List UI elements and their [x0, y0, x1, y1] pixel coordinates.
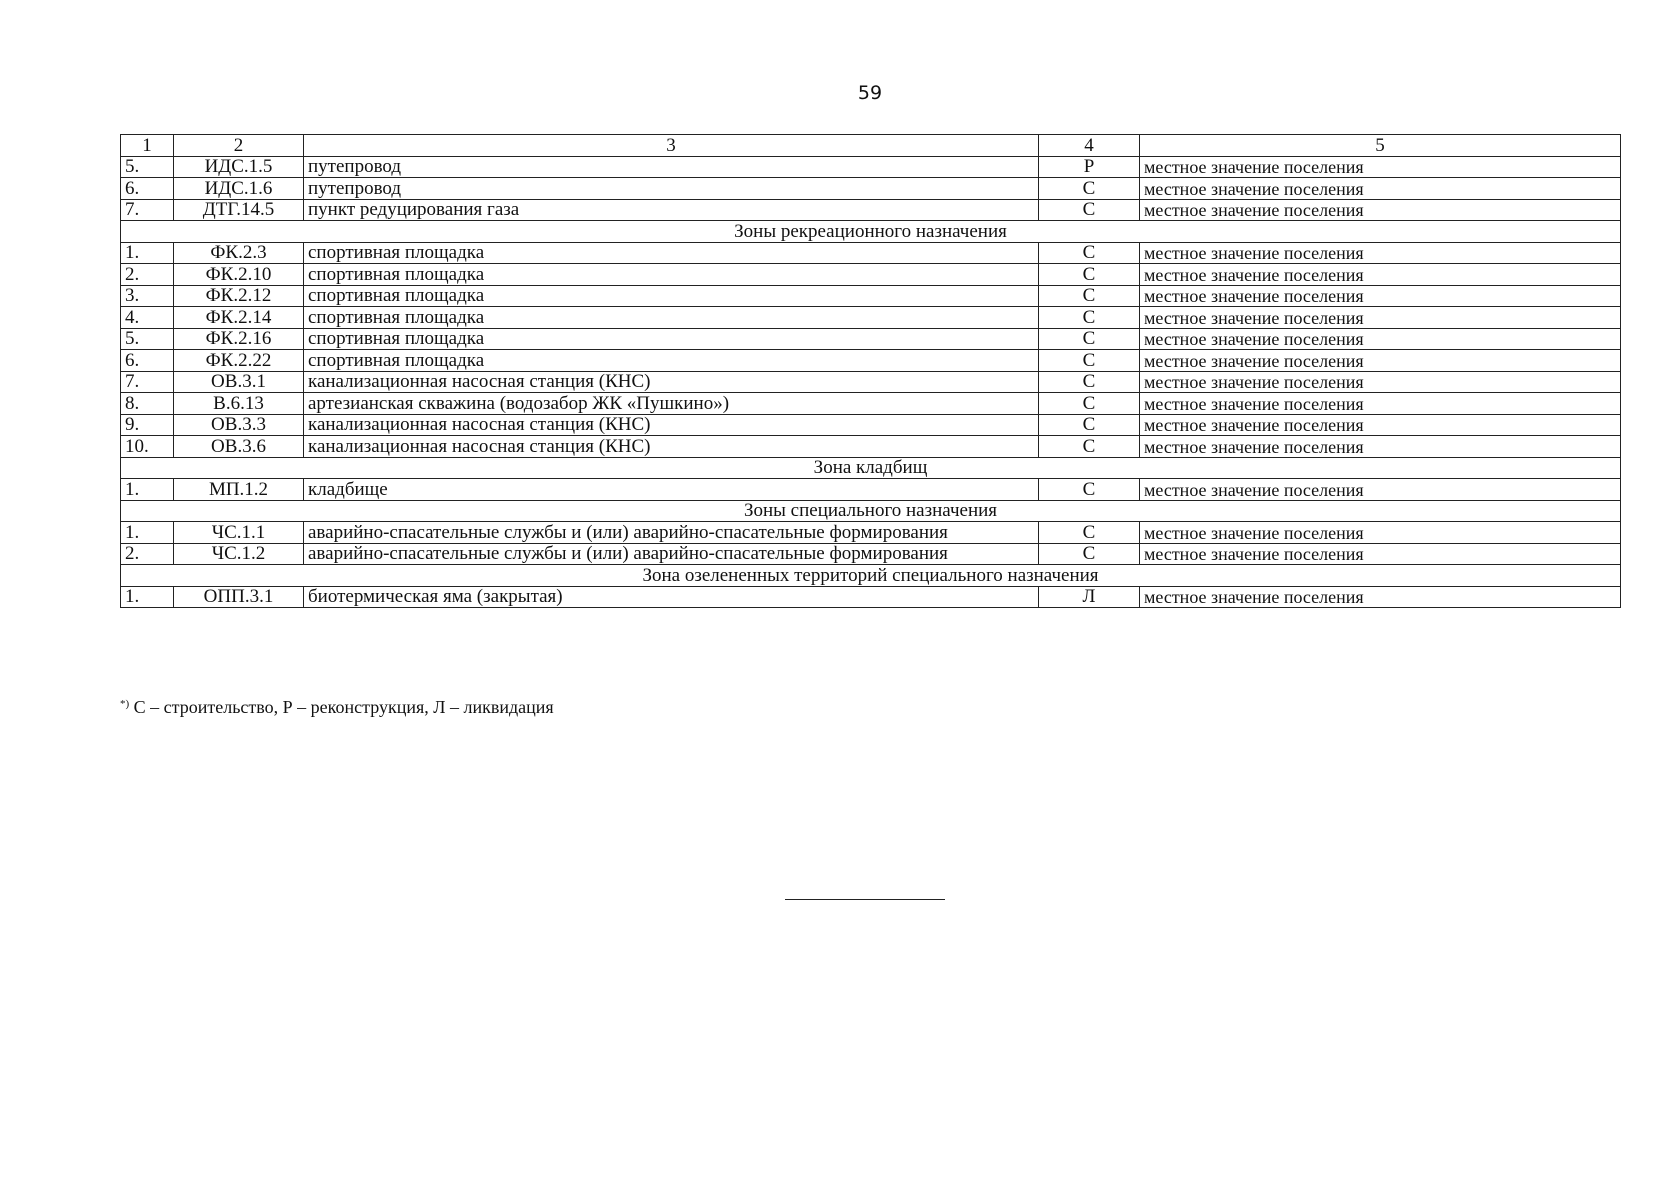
table-row [121, 479, 1621, 501]
objects-table [120, 134, 1621, 608]
significance: местное значение поселения [1140, 479, 1621, 501]
significance: местное значение поселения [1140, 156, 1621, 178]
row-number: 7. [121, 199, 174, 221]
table-row [121, 586, 1621, 608]
object-code: ФК.2.22 [174, 350, 304, 372]
activity-type: С [1039, 436, 1140, 458]
object-name: спортивная площадка [304, 307, 1039, 329]
activity-type: С [1039, 393, 1140, 415]
object-name: спортивная площадка [304, 350, 1039, 372]
activity-type: С [1039, 285, 1140, 307]
row-number: 1. [121, 479, 174, 501]
row-number: 8. [121, 393, 174, 415]
header-col-4: 4 [1039, 135, 1140, 157]
object-code: ЧС.1.2 [174, 543, 304, 565]
activity-type: С [1039, 264, 1140, 286]
object-code: ЧС.1.1 [174, 522, 304, 544]
row-number: 2. [121, 543, 174, 565]
row-number: 9. [121, 414, 174, 436]
object-name: аварийно-спасательные службы и (или) аварийно-спасательные формирования [304, 522, 1039, 544]
row-number: 6. [121, 178, 174, 200]
table-row [121, 264, 1621, 286]
footnote-text: С – строительство, Р – реконструкция, Л – ликвидация [133, 697, 554, 717]
table-header-row [121, 135, 1621, 157]
row-number: 10. [121, 436, 174, 458]
significance: местное значение поселения [1140, 522, 1621, 544]
object-name: аварийно-спасательные службы и (или) аварийно-спасательные формирования [304, 543, 1039, 565]
activity-type: С [1039, 328, 1140, 350]
end-divider [785, 899, 945, 900]
table-row [121, 328, 1621, 350]
activity-type: С [1039, 522, 1140, 544]
significance: местное значение поселения [1140, 543, 1621, 565]
significance: местное значение поселения [1140, 307, 1621, 329]
header-col-2: 2 [174, 135, 304, 157]
row-number: 1. [121, 522, 174, 544]
object-name: канализационная насосная станция (КНС) [304, 436, 1039, 458]
footnote [120, 697, 554, 718]
table-row [121, 371, 1621, 393]
table-row [121, 156, 1621, 178]
row-number: 3. [121, 285, 174, 307]
activity-type: С [1039, 543, 1140, 565]
table-row [121, 543, 1621, 565]
object-name: канализационная насосная станция (КНС) [304, 414, 1039, 436]
object-code: ИДС.1.5 [174, 156, 304, 178]
significance: местное значение поселения [1140, 178, 1621, 200]
section-title: Зоны специального назначения [121, 500, 1621, 522]
header-col-3: 3 [304, 135, 1039, 157]
row-number: 5. [121, 328, 174, 350]
activity-type: С [1039, 199, 1140, 221]
object-name: спортивная площадка [304, 242, 1039, 264]
object-name: спортивная площадка [304, 264, 1039, 286]
section-header-row [121, 221, 1621, 243]
object-code: ОВ.3.3 [174, 414, 304, 436]
object-code: ОВ.3.6 [174, 436, 304, 458]
object-code: ОВ.3.1 [174, 371, 304, 393]
activity-type: С [1039, 178, 1140, 200]
object-code: ФК.2.14 [174, 307, 304, 329]
significance: местное значение поселения [1140, 586, 1621, 608]
row-number: 1. [121, 586, 174, 608]
significance: местное значение поселения [1140, 242, 1621, 264]
section-title: Зона озелененных территорий специального назначения [121, 565, 1621, 587]
activity-type: С [1039, 242, 1140, 264]
activity-type: С [1039, 371, 1140, 393]
significance: местное значение поселения [1140, 371, 1621, 393]
object-name: пункт редуцирования газа [304, 199, 1039, 221]
significance: местное значение поселения [1140, 436, 1621, 458]
table-row [121, 393, 1621, 415]
table-row [121, 285, 1621, 307]
row-number: 2. [121, 264, 174, 286]
table-row [121, 178, 1621, 200]
object-code: ИДС.1.6 [174, 178, 304, 200]
row-number: 5. [121, 156, 174, 178]
object-name: путепровод [304, 178, 1039, 200]
row-number: 1. [121, 242, 174, 264]
object-name: канализационная насосная станция (КНС) [304, 371, 1039, 393]
object-code: В.6.13 [174, 393, 304, 415]
table-row [121, 522, 1621, 544]
table-row [121, 242, 1621, 264]
object-code: ФК.2.10 [174, 264, 304, 286]
row-number: 4. [121, 307, 174, 329]
significance: местное значение поселения [1140, 414, 1621, 436]
row-number: 7. [121, 371, 174, 393]
table-row [121, 436, 1621, 458]
object-code: МП.1.2 [174, 479, 304, 501]
object-name: биотермическая яма (закрытая) [304, 586, 1039, 608]
table-row [121, 414, 1621, 436]
page-number: 59 [857, 82, 883, 104]
table-body [121, 156, 1621, 608]
significance: местное значение поселения [1140, 393, 1621, 415]
section-header-row [121, 500, 1621, 522]
object-name: спортивная площадка [304, 285, 1039, 307]
row-number: 6. [121, 350, 174, 372]
table-row [121, 307, 1621, 329]
object-code: ФК.2.12 [174, 285, 304, 307]
significance: местное значение поселения [1140, 199, 1621, 221]
section-title: Зоны рекреационного назначения [121, 221, 1621, 243]
object-name: артезианская скважина (водозабор ЖК «Пушкино») [304, 393, 1039, 415]
table-row [121, 350, 1621, 372]
activity-type: С [1039, 350, 1140, 372]
header-col-5: 5 [1140, 135, 1621, 157]
footnote-marker: *) [120, 698, 130, 710]
object-code: ФК.2.16 [174, 328, 304, 350]
significance: местное значение поселения [1140, 350, 1621, 372]
activity-type: С [1039, 414, 1140, 436]
section-title: Зона кладбищ [121, 457, 1621, 479]
table-row [121, 199, 1621, 221]
significance: местное значение поселения [1140, 264, 1621, 286]
significance: местное значение поселения [1140, 285, 1621, 307]
object-name: спортивная площадка [304, 328, 1039, 350]
object-name: путепровод [304, 156, 1039, 178]
object-code: ДТГ.14.5 [174, 199, 304, 221]
object-code: ОПП.3.1 [174, 586, 304, 608]
header-col-1: 1 [121, 135, 174, 157]
object-name: кладбище [304, 479, 1039, 501]
activity-type: Р [1039, 156, 1140, 178]
section-header-row [121, 457, 1621, 479]
significance: местное значение поселения [1140, 328, 1621, 350]
activity-type: Л [1039, 586, 1140, 608]
section-header-row [121, 565, 1621, 587]
activity-type: С [1039, 307, 1140, 329]
activity-type: С [1039, 479, 1140, 501]
object-code: ФК.2.3 [174, 242, 304, 264]
